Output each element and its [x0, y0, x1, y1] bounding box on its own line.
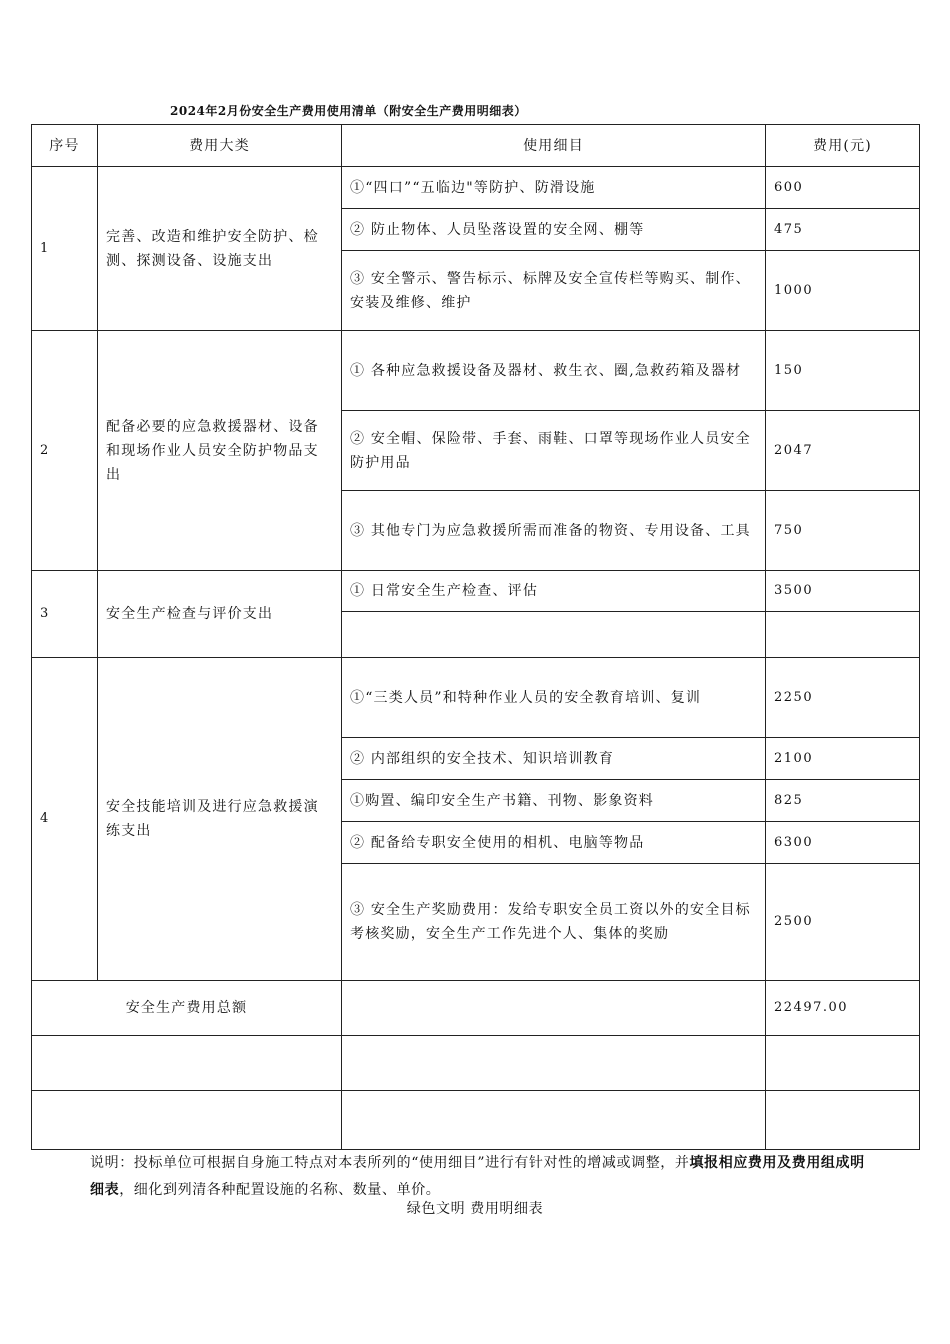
row-detail: ② 配备给专职安全使用的相机、电脑等物品 — [342, 822, 766, 864]
row-detail: ③ 安全生产奖励费用：发给专职安全员工资以外的安全目标考核奖励，安全生产工作先进个人、集体的奖励 — [342, 864, 766, 981]
blank-cell — [342, 1036, 766, 1091]
row-detail: ② 防止物体、人员坠落设置的安全网、棚等 — [342, 209, 766, 251]
blank-row — [32, 1091, 920, 1150]
row-cost: 750 — [766, 491, 920, 571]
document-title: 2024年2月份安全生产费用使用清单（附安全生产费用明细表） — [170, 104, 527, 118]
table-row — [32, 658, 920, 738]
row-seq: 3 — [32, 571, 98, 658]
row-seq: 1 — [32, 167, 98, 331]
row-category: 配备必要的应急救援器材、设备和现场作业人员安全防护物品支出 — [98, 331, 342, 571]
row-detail: ② 内部组织的安全技术、知识培训教育 — [342, 738, 766, 780]
row-category: 安全技能培训及进行应急救援演练支出 — [98, 658, 342, 981]
header-seq: 序号 — [32, 125, 98, 167]
row-cost — [766, 612, 920, 658]
row-detail: ①“四口”“五临边"等防护、防滑设施 — [342, 167, 766, 209]
row-detail: ①“三类人员”和特种作业人员的安全教育培训、复训 — [342, 658, 766, 738]
row-detail: ① 各种应急救援设备及器材、救生衣、圈,急救药箱及器材 — [342, 331, 766, 411]
blank-cell — [766, 1036, 920, 1091]
row-cost: 3500 — [766, 571, 920, 612]
note-text: 说明：投标单位可根据自身施工特点对本表所列的“使用细目”进行有针对性的增减或调整，并 — [90, 1155, 690, 1171]
row-seq: 4 — [32, 658, 98, 981]
total-label: 安全生产费用总额 — [32, 981, 342, 1036]
row-cost: 2047 — [766, 411, 920, 491]
row-detail: ① 日常安全生产检查、评估 — [342, 571, 766, 612]
safety-cost-table — [31, 124, 920, 1150]
total-row — [32, 981, 920, 1036]
row-cost: 2500 — [766, 864, 920, 981]
row-detail: ③ 其他专门为应急救援所需而准备的物资、专用设备、工具 — [342, 491, 766, 571]
blank-row — [32, 1036, 920, 1091]
footer-caption: 绿色文明 费用明细表 — [406, 1201, 544, 1217]
row-cost: 1000 — [766, 251, 920, 331]
row-detail — [342, 612, 766, 658]
blank-cell — [342, 1091, 766, 1150]
table-row — [32, 167, 920, 209]
table-row — [32, 331, 920, 411]
blank-cell — [32, 1036, 342, 1091]
row-cost: 600 — [766, 167, 920, 209]
row-category: 完善、改造和维护安全防护、检测、探测设备、设施支出 — [98, 167, 342, 331]
total-detail-cell — [342, 981, 766, 1036]
total-value: 22497.00 — [766, 981, 920, 1036]
row-detail: ② 安全帽、保险带、手套、雨鞋、口罩等现场作业人员安全防护用品 — [342, 411, 766, 491]
header-category: 费用大类 — [98, 125, 342, 167]
row-cost: 150 — [766, 331, 920, 411]
blank-cell — [32, 1091, 342, 1150]
row-detail: ①购置、编印安全生产书籍、刊物、影象资料 — [342, 780, 766, 822]
note-text-end: ，细化到列清各种配置设施的名称、数量、单价。 — [119, 1182, 441, 1198]
header-detail: 使用细目 — [342, 125, 766, 167]
table-row — [32, 571, 920, 612]
row-cost: 2100 — [766, 738, 920, 780]
row-cost: 6300 — [766, 822, 920, 864]
table-header-row — [32, 125, 920, 167]
header-cost: 费用(元) — [766, 125, 920, 167]
row-cost: 825 — [766, 780, 920, 822]
row-seq: 2 — [32, 331, 98, 571]
row-cost: 2250 — [766, 658, 920, 738]
note-bold-text: 填报相应费用及费用组成明细表 — [90, 1155, 865, 1198]
explanation-note — [90, 1150, 870, 1204]
row-category: 安全生产检查与评价支出 — [98, 571, 342, 658]
row-cost: 475 — [766, 209, 920, 251]
row-detail: ③ 安全警示、警告标示、标牌及安全宣传栏等购买、制作、安装及维修、维护 — [342, 251, 766, 331]
blank-cell — [766, 1091, 920, 1150]
